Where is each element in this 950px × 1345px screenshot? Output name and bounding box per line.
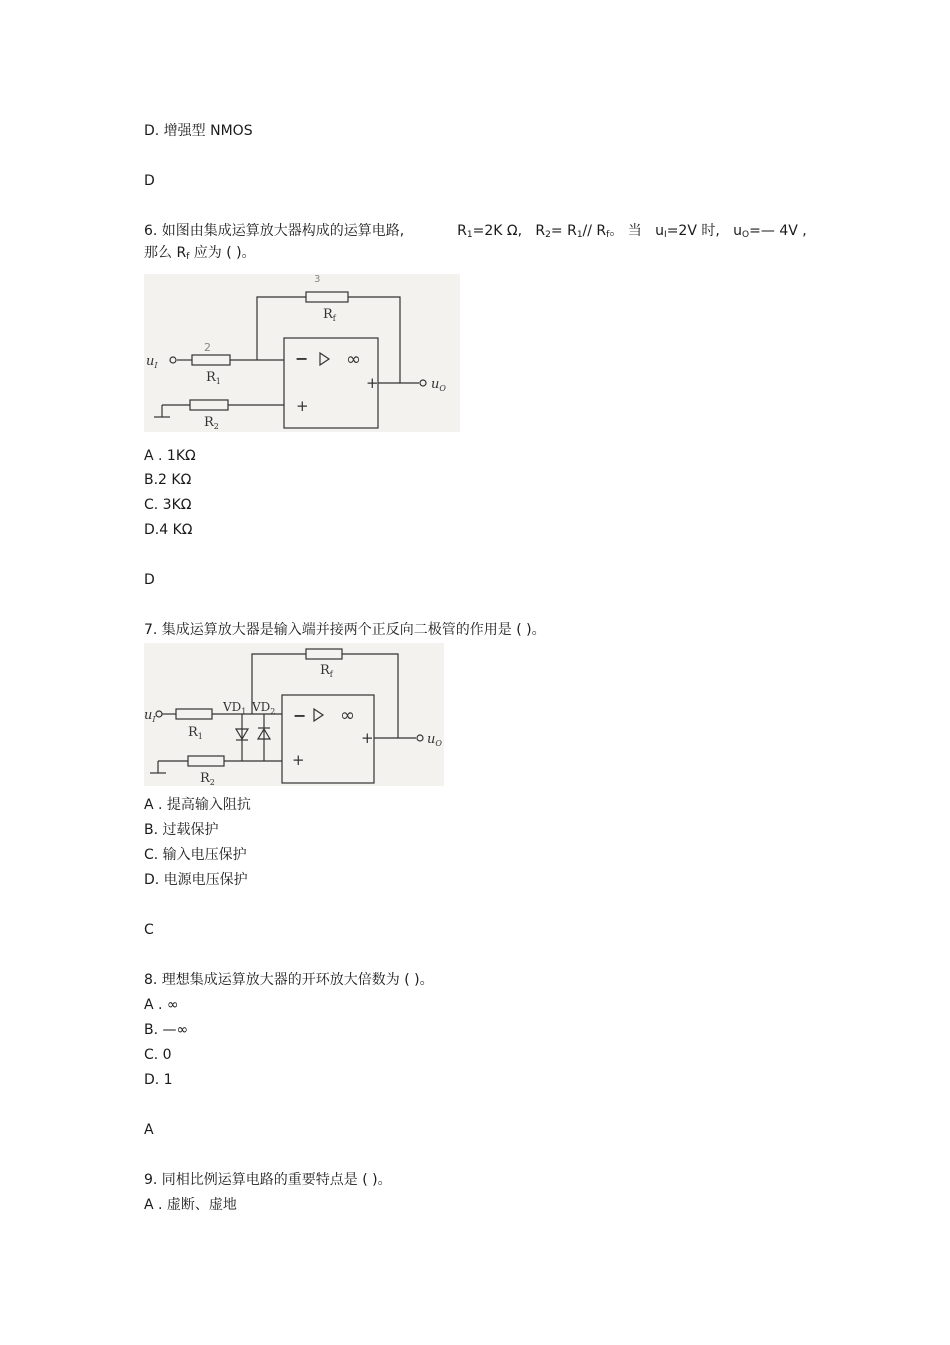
q6-circuit-figure — [144, 274, 460, 432]
q6-ui: $u_I=2V$ 时, — [655, 223, 720, 240]
q7-fig-minus: − — [293, 706, 307, 725]
q7-fig-r1-label: $R_1$ — [188, 725, 203, 741]
q6-stem-text: 6. 如图由集成运算放大器构成的运算电路, — [144, 223, 405, 239]
q6-option-d: D.4 KΩ — [144, 522, 193, 538]
q7-option-d: D. 电源电压保护 — [144, 872, 248, 888]
q6-fig-plus: + — [296, 397, 309, 415]
q8-option-b: B. —∞ — [144, 1022, 189, 1038]
q6-fig-r2-label: $R_2$ — [204, 415, 219, 431]
q7-fig-vd2-label: $VD_2$ — [252, 700, 276, 716]
q6-fig-infinity: ∞ — [346, 349, 361, 370]
q6-r2: $R_2= R_1//$ $R_f$。 当 — [535, 223, 642, 240]
q6-fig-out-plus: + — [366, 374, 379, 392]
q7-option-b: B. 过载保护 — [144, 822, 219, 838]
q5-answer: D — [144, 173, 155, 189]
q7-option-a: A . 提高输入阻抗 — [144, 797, 251, 813]
q9-stem: 9. 同相比例运算电路的重要特点是 ( )。 — [144, 1172, 392, 1188]
q8-option-a: A . ∞ — [144, 997, 179, 1013]
q6-option-c: C. 3KΩ — [144, 497, 192, 513]
q6-fig-rf-label: $R_f$ — [323, 307, 336, 323]
q5-option-d: D. 增强型 NMOS — [144, 123, 253, 139]
q6-stem-line2: 那么 $R_f$ 应为 ( )。 — [144, 245, 256, 262]
q6-fig-minus: − — [295, 349, 309, 368]
q7-fig-plus: + — [292, 751, 305, 769]
q8-stem: 8. 理想集成运算放大器的开环放大倍数为 ( )。 — [144, 972, 434, 988]
q6-option-b: B.2 KΩ — [144, 472, 192, 488]
q7-fig-rf-label: $R_f$ — [320, 663, 333, 679]
q6-uo: $u_O=—$ 4V , — [733, 223, 807, 240]
q7-circuit-figure — [144, 643, 444, 786]
q7-fig-input-label: $u_I$ — [144, 708, 156, 724]
q7-fig-r2-label: $R_2$ — [200, 771, 215, 786]
q9-option-a: A . 虚断、虚地 — [144, 1197, 237, 1213]
q7-fig-out-plus: + — [361, 729, 374, 747]
q7-fig-infinity: ∞ — [340, 705, 355, 726]
q6-option-a: A . 1KΩ — [144, 448, 196, 464]
q6-stem-line1 — [144, 222, 807, 244]
q6-fig-scribble-top: 3 — [314, 274, 321, 285]
q6-r1: $R_1=2K$ Ω, — [457, 223, 523, 240]
q7-fig-output-label: $u_O$ — [427, 732, 442, 748]
q8-answer: A — [144, 1122, 154, 1138]
q6-fig-input-label: $u_I$ — [146, 354, 158, 370]
q7-stem: 7. 集成运算放大器是输入端并接两个正反向二极管的作用是 ( )。 — [144, 622, 546, 638]
q6-fig-r1-label: $R_1$ — [206, 370, 221, 386]
q8-option-c: C. 0 — [144, 1047, 172, 1063]
q6-fig-output-label: $u_O$ — [431, 377, 446, 393]
q7-option-c: C. 输入电压保护 — [144, 847, 247, 863]
q6-fig-scribble-r1: 2 — [204, 341, 211, 354]
q7-answer: C — [144, 922, 154, 938]
q8-option-d: D. 1 — [144, 1072, 173, 1088]
q6-answer: D — [144, 572, 155, 588]
q7-fig-vd1-label: $VD_1$ — [223, 700, 247, 716]
